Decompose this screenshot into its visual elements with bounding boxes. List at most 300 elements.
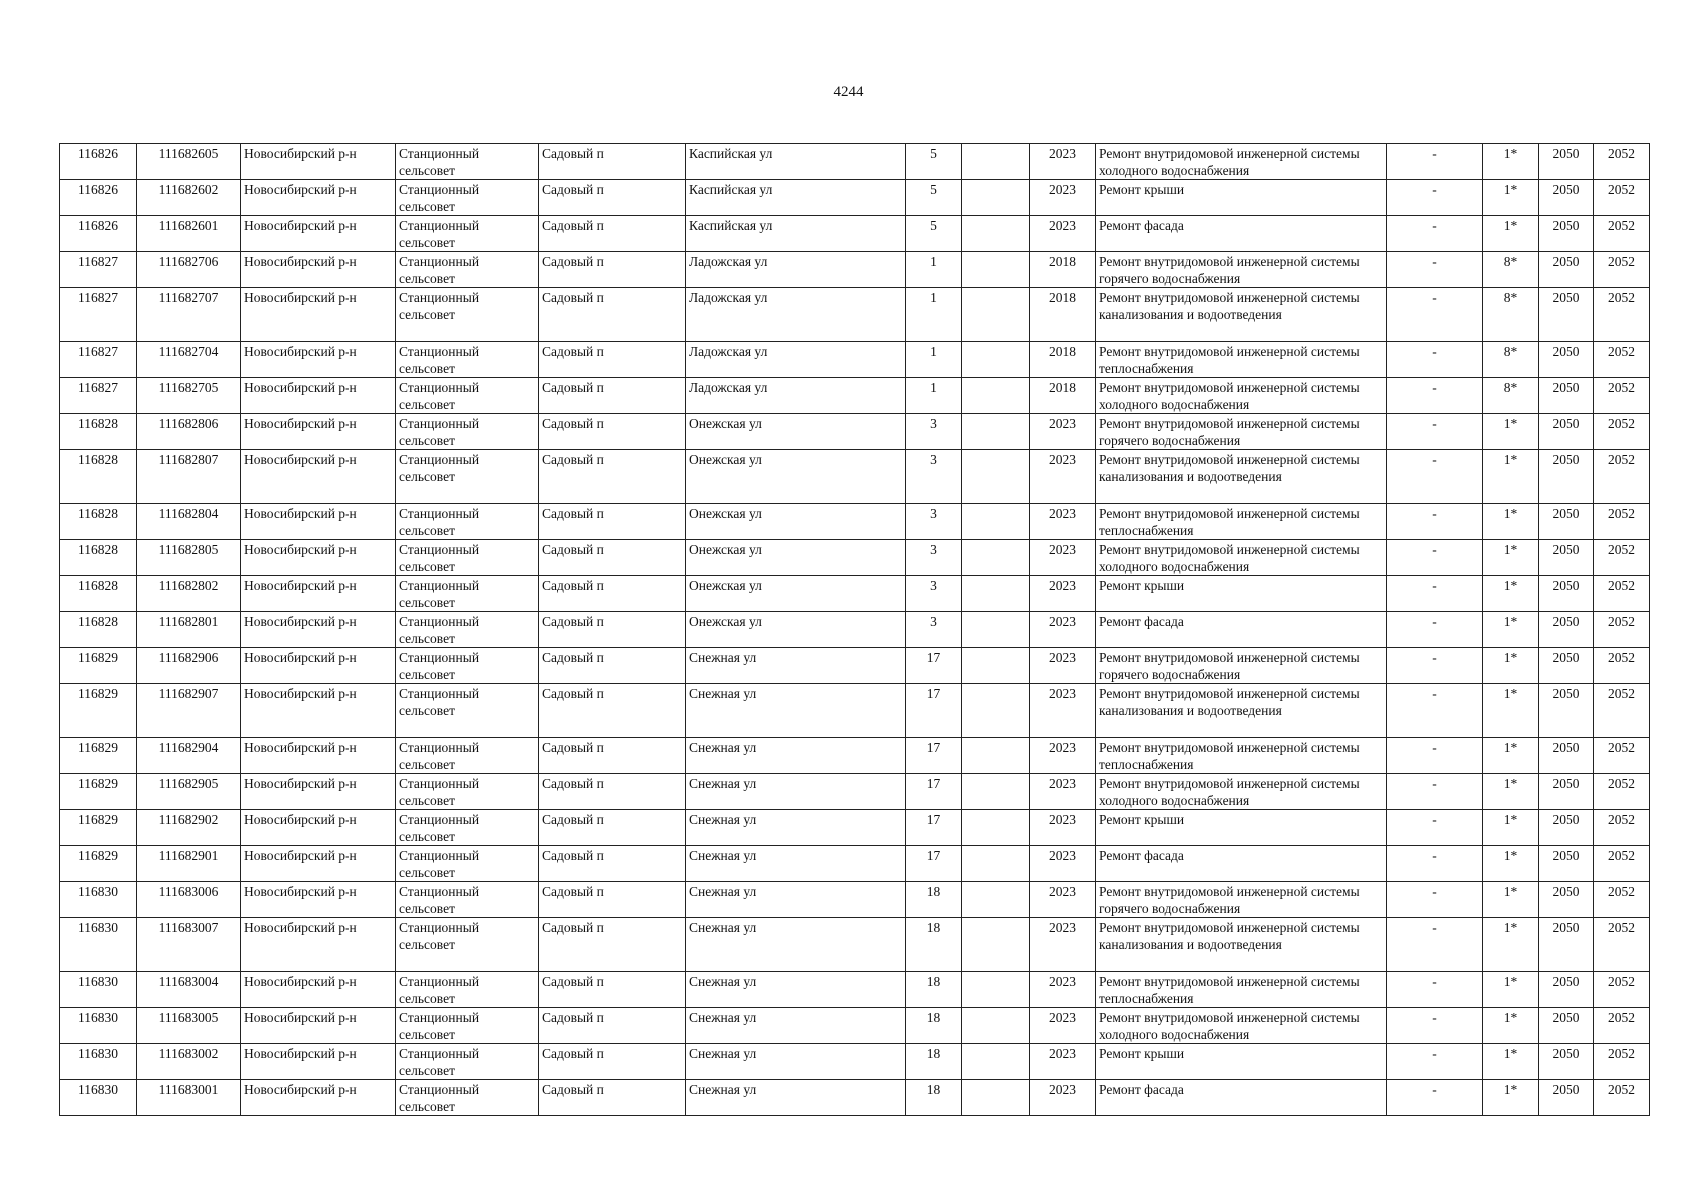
cell-extra	[962, 144, 1030, 180]
cell-street: Онежская ул	[686, 414, 906, 450]
cell-house: 3	[906, 414, 962, 450]
cell-year-end: 2052	[1594, 576, 1650, 612]
cell-work-type: Ремонт внутридомовой инженерной системы теплоснабжения	[1096, 504, 1387, 540]
cell-object-code: 111683004	[137, 972, 241, 1008]
cell-dash: -	[1387, 504, 1483, 540]
cell-year-end: 2052	[1594, 918, 1650, 972]
cell-work-type: Ремонт крыши	[1096, 1044, 1387, 1080]
cell-district: Новосибирский р-н	[241, 612, 396, 648]
cell-house: 1	[906, 342, 962, 378]
table-row	[60, 882, 1650, 918]
cell-extra	[962, 576, 1030, 612]
cell-id: 116829	[60, 684, 137, 738]
cell-council: Станционный сельсовет	[396, 612, 539, 648]
cell-settlement: Садовый п	[539, 882, 686, 918]
table-row	[60, 216, 1650, 252]
cell-council: Станционный сельсовет	[396, 144, 539, 180]
cell-object-code: 111683007	[137, 918, 241, 972]
cell-extra	[962, 504, 1030, 540]
cell-dash: -	[1387, 1044, 1483, 1080]
cell-extra	[962, 1008, 1030, 1044]
cell-year-start: 2050	[1539, 180, 1594, 216]
cell-work-type: Ремонт внутридомовой инженерной системы горячего водоснабжения	[1096, 414, 1387, 450]
cell-extra	[962, 738, 1030, 774]
cell-id: 116829	[60, 738, 137, 774]
cell-year-start: 2050	[1539, 288, 1594, 342]
cell-object-code: 111682801	[137, 612, 241, 648]
cell-year: 2023	[1030, 540, 1096, 576]
cell-object-code: 111682804	[137, 504, 241, 540]
cell-settlement: Садовый п	[539, 252, 686, 288]
cell-year-end: 2052	[1594, 648, 1650, 684]
cell-year: 2023	[1030, 846, 1096, 882]
cell-district: Новосибирский р-н	[241, 648, 396, 684]
cell-council: Станционный сельсовет	[396, 738, 539, 774]
cell-extra	[962, 972, 1030, 1008]
cell-settlement: Садовый п	[539, 846, 686, 882]
cell-district: Новосибирский р-н	[241, 414, 396, 450]
cell-settlement: Садовый п	[539, 576, 686, 612]
cell-priority: 1*	[1483, 738, 1539, 774]
cell-object-code: 111682707	[137, 288, 241, 342]
cell-year-start: 2050	[1539, 378, 1594, 414]
cell-settlement: Садовый п	[539, 810, 686, 846]
cell-work-type: Ремонт внутридомовой инженерной системы горячего водоснабжения	[1096, 648, 1387, 684]
cell-settlement: Садовый п	[539, 774, 686, 810]
cell-house: 3	[906, 612, 962, 648]
cell-work-type: Ремонт внутридомовой инженерной системы теплоснабжения	[1096, 342, 1387, 378]
cell-id: 116830	[60, 1044, 137, 1080]
cell-dash: -	[1387, 774, 1483, 810]
table-row	[60, 180, 1650, 216]
cell-object-code: 111682905	[137, 774, 241, 810]
cell-extra	[962, 252, 1030, 288]
works-table	[59, 143, 1650, 1116]
cell-extra	[962, 414, 1030, 450]
cell-id: 116826	[60, 144, 137, 180]
cell-priority: 8*	[1483, 342, 1539, 378]
cell-year-start: 2050	[1539, 810, 1594, 846]
cell-dash: -	[1387, 1008, 1483, 1044]
cell-year-end: 2052	[1594, 882, 1650, 918]
cell-year-start: 2050	[1539, 846, 1594, 882]
cell-extra	[962, 846, 1030, 882]
cell-object-code: 111682806	[137, 414, 241, 450]
table-row	[60, 1080, 1650, 1116]
cell-priority: 8*	[1483, 288, 1539, 342]
cell-house: 18	[906, 918, 962, 972]
cell-street: Каспийская ул	[686, 144, 906, 180]
cell-district: Новосибирский р-н	[241, 180, 396, 216]
cell-year: 2023	[1030, 414, 1096, 450]
cell-house: 5	[906, 180, 962, 216]
cell-house: 18	[906, 1044, 962, 1080]
cell-year: 2023	[1030, 972, 1096, 1008]
table-row	[60, 648, 1650, 684]
cell-dash: -	[1387, 648, 1483, 684]
cell-work-type: Ремонт внутридомовой инженерной системы холодного водоснабжения	[1096, 774, 1387, 810]
cell-id: 116828	[60, 540, 137, 576]
cell-extra	[962, 882, 1030, 918]
cell-year: 2023	[1030, 684, 1096, 738]
cell-dash: -	[1387, 882, 1483, 918]
cell-year: 2018	[1030, 378, 1096, 414]
cell-work-type: Ремонт фасада	[1096, 612, 1387, 648]
cell-priority: 1*	[1483, 414, 1539, 450]
table-row	[60, 144, 1650, 180]
cell-district: Новосибирский р-н	[241, 378, 396, 414]
cell-object-code: 111682805	[137, 540, 241, 576]
cell-district: Новосибирский р-н	[241, 684, 396, 738]
cell-year-end: 2052	[1594, 1044, 1650, 1080]
cell-dash: -	[1387, 738, 1483, 774]
cell-extra	[962, 216, 1030, 252]
cell-house: 3	[906, 540, 962, 576]
cell-year: 2023	[1030, 648, 1096, 684]
cell-district: Новосибирский р-н	[241, 288, 396, 342]
cell-council: Станционный сельсовет	[396, 972, 539, 1008]
cell-year-start: 2050	[1539, 144, 1594, 180]
cell-id: 116828	[60, 504, 137, 540]
cell-extra	[962, 450, 1030, 504]
cell-house: 17	[906, 774, 962, 810]
cell-extra	[962, 180, 1030, 216]
cell-council: Станционный сельсовет	[396, 774, 539, 810]
cell-year-start: 2050	[1539, 918, 1594, 972]
cell-year: 2023	[1030, 180, 1096, 216]
cell-district: Новосибирский р-н	[241, 846, 396, 882]
cell-priority: 8*	[1483, 252, 1539, 288]
cell-council: Станционный сельсовет	[396, 180, 539, 216]
cell-work-type: Ремонт внутридомовой инженерной системы теплоснабжения	[1096, 972, 1387, 1008]
cell-district: Новосибирский р-н	[241, 144, 396, 180]
cell-council: Станционный сельсовет	[396, 684, 539, 738]
cell-district: Новосибирский р-н	[241, 918, 396, 972]
cell-street: Каспийская ул	[686, 180, 906, 216]
cell-house: 17	[906, 738, 962, 774]
cell-priority: 1*	[1483, 918, 1539, 972]
cell-year-end: 2052	[1594, 378, 1650, 414]
cell-priority: 1*	[1483, 450, 1539, 504]
cell-district: Новосибирский р-н	[241, 774, 396, 810]
cell-district: Новосибирский р-н	[241, 972, 396, 1008]
cell-extra	[962, 774, 1030, 810]
cell-id: 116829	[60, 810, 137, 846]
cell-house: 18	[906, 1080, 962, 1116]
table-row	[60, 378, 1650, 414]
cell-year-end: 2052	[1594, 450, 1650, 504]
cell-work-type: Ремонт крыши	[1096, 576, 1387, 612]
cell-district: Новосибирский р-н	[241, 1080, 396, 1116]
cell-year: 2023	[1030, 216, 1096, 252]
cell-id: 116826	[60, 216, 137, 252]
cell-year-end: 2052	[1594, 144, 1650, 180]
cell-year: 2018	[1030, 252, 1096, 288]
cell-house: 18	[906, 882, 962, 918]
cell-id: 116830	[60, 1008, 137, 1044]
cell-year-end: 2052	[1594, 180, 1650, 216]
cell-priority: 1*	[1483, 612, 1539, 648]
cell-house: 5	[906, 144, 962, 180]
table-row	[60, 342, 1650, 378]
cell-house: 1	[906, 288, 962, 342]
cell-object-code: 111682906	[137, 648, 241, 684]
cell-work-type: Ремонт внутридомовой инженерной системы теплоснабжения	[1096, 738, 1387, 774]
cell-year: 2018	[1030, 342, 1096, 378]
cell-district: Новосибирский р-н	[241, 1044, 396, 1080]
cell-street: Снежная ул	[686, 810, 906, 846]
table-row	[60, 684, 1650, 738]
cell-district: Новосибирский р-н	[241, 540, 396, 576]
cell-object-code: 111682601	[137, 216, 241, 252]
cell-id: 116828	[60, 414, 137, 450]
cell-council: Станционный сельсовет	[396, 882, 539, 918]
cell-extra	[962, 378, 1030, 414]
cell-street: Ладожская ул	[686, 252, 906, 288]
cell-settlement: Садовый п	[539, 648, 686, 684]
cell-council: Станционный сельсовет	[396, 450, 539, 504]
cell-house: 3	[906, 576, 962, 612]
cell-id: 116829	[60, 648, 137, 684]
cell-district: Новосибирский р-н	[241, 450, 396, 504]
cell-priority: 1*	[1483, 774, 1539, 810]
cell-year-start: 2050	[1539, 738, 1594, 774]
cell-dash: -	[1387, 414, 1483, 450]
cell-settlement: Садовый п	[539, 504, 686, 540]
cell-year-end: 2052	[1594, 342, 1650, 378]
cell-object-code: 111682602	[137, 180, 241, 216]
cell-district: Новосибирский р-н	[241, 216, 396, 252]
cell-priority: 1*	[1483, 576, 1539, 612]
cell-year-start: 2050	[1539, 882, 1594, 918]
cell-street: Снежная ул	[686, 648, 906, 684]
cell-work-type: Ремонт внутридомовой инженерной системы горячего водоснабжения	[1096, 252, 1387, 288]
table-row	[60, 1008, 1650, 1044]
cell-work-type: Ремонт внутридомовой инженерной системы канализования и водоотведения	[1096, 450, 1387, 504]
cell-street: Снежная ул	[686, 918, 906, 972]
cell-dash: -	[1387, 918, 1483, 972]
cell-dash: -	[1387, 378, 1483, 414]
cell-council: Станционный сельсовет	[396, 648, 539, 684]
cell-work-type: Ремонт внутридомовой инженерной системы холодного водоснабжения	[1096, 540, 1387, 576]
cell-id: 116827	[60, 378, 137, 414]
cell-work-type: Ремонт фасада	[1096, 1080, 1387, 1116]
cell-street: Снежная ул	[686, 774, 906, 810]
cell-settlement: Садовый п	[539, 414, 686, 450]
cell-year: 2023	[1030, 576, 1096, 612]
cell-council: Станционный сельсовет	[396, 918, 539, 972]
cell-council: Станционный сельсовет	[396, 288, 539, 342]
cell-year: 2023	[1030, 738, 1096, 774]
cell-extra	[962, 1044, 1030, 1080]
cell-object-code: 111682904	[137, 738, 241, 774]
cell-house: 1	[906, 252, 962, 288]
table-row	[60, 612, 1650, 648]
cell-street: Снежная ул	[686, 1080, 906, 1116]
cell-object-code: 111682907	[137, 684, 241, 738]
cell-house: 1	[906, 378, 962, 414]
cell-house: 18	[906, 1008, 962, 1044]
cell-id: 116827	[60, 342, 137, 378]
cell-council: Станционный сельсовет	[396, 216, 539, 252]
cell-dash: -	[1387, 1080, 1483, 1116]
cell-street: Снежная ул	[686, 684, 906, 738]
cell-object-code: 111682605	[137, 144, 241, 180]
cell-work-type: Ремонт внутридомовой инженерной системы холодного водоснабжения	[1096, 144, 1387, 180]
cell-object-code: 111682902	[137, 810, 241, 846]
cell-house: 17	[906, 648, 962, 684]
cell-year: 2023	[1030, 144, 1096, 180]
cell-object-code: 111682704	[137, 342, 241, 378]
cell-object-code: 111683006	[137, 882, 241, 918]
cell-work-type: Ремонт крыши	[1096, 180, 1387, 216]
cell-district: Новосибирский р-н	[241, 342, 396, 378]
table-row	[60, 738, 1650, 774]
cell-street: Снежная ул	[686, 738, 906, 774]
cell-house: 18	[906, 972, 962, 1008]
cell-dash: -	[1387, 450, 1483, 504]
cell-year: 2023	[1030, 504, 1096, 540]
cell-priority: 1*	[1483, 144, 1539, 180]
cell-work-type: Ремонт крыши	[1096, 810, 1387, 846]
cell-district: Новосибирский р-н	[241, 810, 396, 846]
table-row	[60, 576, 1650, 612]
cell-work-type: Ремонт внутридомовой инженерной системы горячего водоснабжения	[1096, 882, 1387, 918]
cell-priority: 1*	[1483, 1080, 1539, 1116]
cell-council: Станционный сельсовет	[396, 540, 539, 576]
table-row	[60, 414, 1650, 450]
table-row	[60, 972, 1650, 1008]
cell-year: 2023	[1030, 1080, 1096, 1116]
cell-year: 2023	[1030, 918, 1096, 972]
cell-year: 2023	[1030, 450, 1096, 504]
cell-id: 116828	[60, 612, 137, 648]
cell-extra	[962, 540, 1030, 576]
table-row	[60, 810, 1650, 846]
cell-year-end: 2052	[1594, 504, 1650, 540]
cell-street: Ладожская ул	[686, 342, 906, 378]
cell-extra	[962, 684, 1030, 738]
cell-council: Станционный сельсовет	[396, 576, 539, 612]
cell-year-start: 2050	[1539, 576, 1594, 612]
cell-settlement: Садовый п	[539, 450, 686, 504]
cell-house: 17	[906, 846, 962, 882]
cell-year-start: 2050	[1539, 216, 1594, 252]
cell-year-end: 2052	[1594, 684, 1650, 738]
cell-priority: 1*	[1483, 1008, 1539, 1044]
cell-settlement: Садовый п	[539, 738, 686, 774]
cell-work-type: Ремонт внутридомовой инженерной системы канализования и водоотведения	[1096, 684, 1387, 738]
cell-year-end: 2052	[1594, 540, 1650, 576]
cell-id: 116826	[60, 180, 137, 216]
cell-council: Станционный сельсовет	[396, 342, 539, 378]
cell-year-end: 2052	[1594, 252, 1650, 288]
page-number: 4244	[833, 84, 864, 100]
cell-dash: -	[1387, 684, 1483, 738]
table-row	[60, 252, 1650, 288]
cell-year-start: 2050	[1539, 972, 1594, 1008]
cell-object-code: 111682807	[137, 450, 241, 504]
cell-object-code: 111682706	[137, 252, 241, 288]
cell-dash: -	[1387, 810, 1483, 846]
cell-priority: 1*	[1483, 504, 1539, 540]
cell-object-code: 111683002	[137, 1044, 241, 1080]
cell-street: Онежская ул	[686, 576, 906, 612]
cell-year-start: 2050	[1539, 342, 1594, 378]
cell-council: Станционный сельсовет	[396, 846, 539, 882]
cell-district: Новосибирский р-н	[241, 738, 396, 774]
cell-street: Ладожская ул	[686, 378, 906, 414]
cell-street: Ладожская ул	[686, 288, 906, 342]
cell-priority: 1*	[1483, 1044, 1539, 1080]
cell-year-end: 2052	[1594, 1080, 1650, 1116]
cell-year-end: 2052	[1594, 738, 1650, 774]
cell-settlement: Садовый п	[539, 612, 686, 648]
table-row	[60, 1044, 1650, 1080]
cell-id: 116829	[60, 846, 137, 882]
cell-extra	[962, 648, 1030, 684]
cell-priority: 8*	[1483, 378, 1539, 414]
cell-street: Онежская ул	[686, 540, 906, 576]
cell-year-start: 2050	[1539, 1044, 1594, 1080]
cell-year-start: 2050	[1539, 1008, 1594, 1044]
works-table-container	[59, 143, 1650, 1116]
cell-year-end: 2052	[1594, 810, 1650, 846]
cell-district: Новосибирский р-н	[241, 1008, 396, 1044]
cell-settlement: Садовый п	[539, 540, 686, 576]
cell-year: 2023	[1030, 612, 1096, 648]
cell-work-type: Ремонт фасада	[1096, 846, 1387, 882]
cell-object-code: 111682705	[137, 378, 241, 414]
cell-council: Станционный сельсовет	[396, 504, 539, 540]
cell-settlement: Садовый п	[539, 1044, 686, 1080]
cell-street: Снежная ул	[686, 882, 906, 918]
cell-street: Онежская ул	[686, 612, 906, 648]
cell-settlement: Садовый п	[539, 144, 686, 180]
cell-year-start: 2050	[1539, 414, 1594, 450]
cell-work-type: Ремонт внутридомовой инженерной системы холодного водоснабжения	[1096, 1008, 1387, 1044]
cell-work-type: Ремонт внутридомовой инженерной системы канализования и водоотведения	[1096, 918, 1387, 972]
cell-year: 2023	[1030, 882, 1096, 918]
cell-extra	[962, 918, 1030, 972]
cell-settlement: Садовый п	[539, 342, 686, 378]
cell-settlement: Садовый п	[539, 216, 686, 252]
cell-year: 2023	[1030, 774, 1096, 810]
cell-object-code: 111682901	[137, 846, 241, 882]
cell-id: 116830	[60, 1080, 137, 1116]
table-row	[60, 846, 1650, 882]
cell-year-start: 2050	[1539, 648, 1594, 684]
cell-dash: -	[1387, 972, 1483, 1008]
cell-id: 116827	[60, 252, 137, 288]
cell-street: Онежская ул	[686, 450, 906, 504]
cell-council: Станционный сельсовет	[396, 414, 539, 450]
cell-house: 3	[906, 450, 962, 504]
cell-council: Станционный сельсовет	[396, 1080, 539, 1116]
cell-year: 2023	[1030, 1008, 1096, 1044]
cell-priority: 1*	[1483, 882, 1539, 918]
cell-street: Снежная ул	[686, 1044, 906, 1080]
cell-work-type: Ремонт фасада	[1096, 216, 1387, 252]
cell-dash: -	[1387, 216, 1483, 252]
cell-priority: 1*	[1483, 684, 1539, 738]
cell-house: 3	[906, 504, 962, 540]
cell-council: Станционный сельсовет	[396, 378, 539, 414]
cell-district: Новосибирский р-н	[241, 576, 396, 612]
cell-id: 116828	[60, 450, 137, 504]
table-row	[60, 540, 1650, 576]
cell-priority: 1*	[1483, 540, 1539, 576]
